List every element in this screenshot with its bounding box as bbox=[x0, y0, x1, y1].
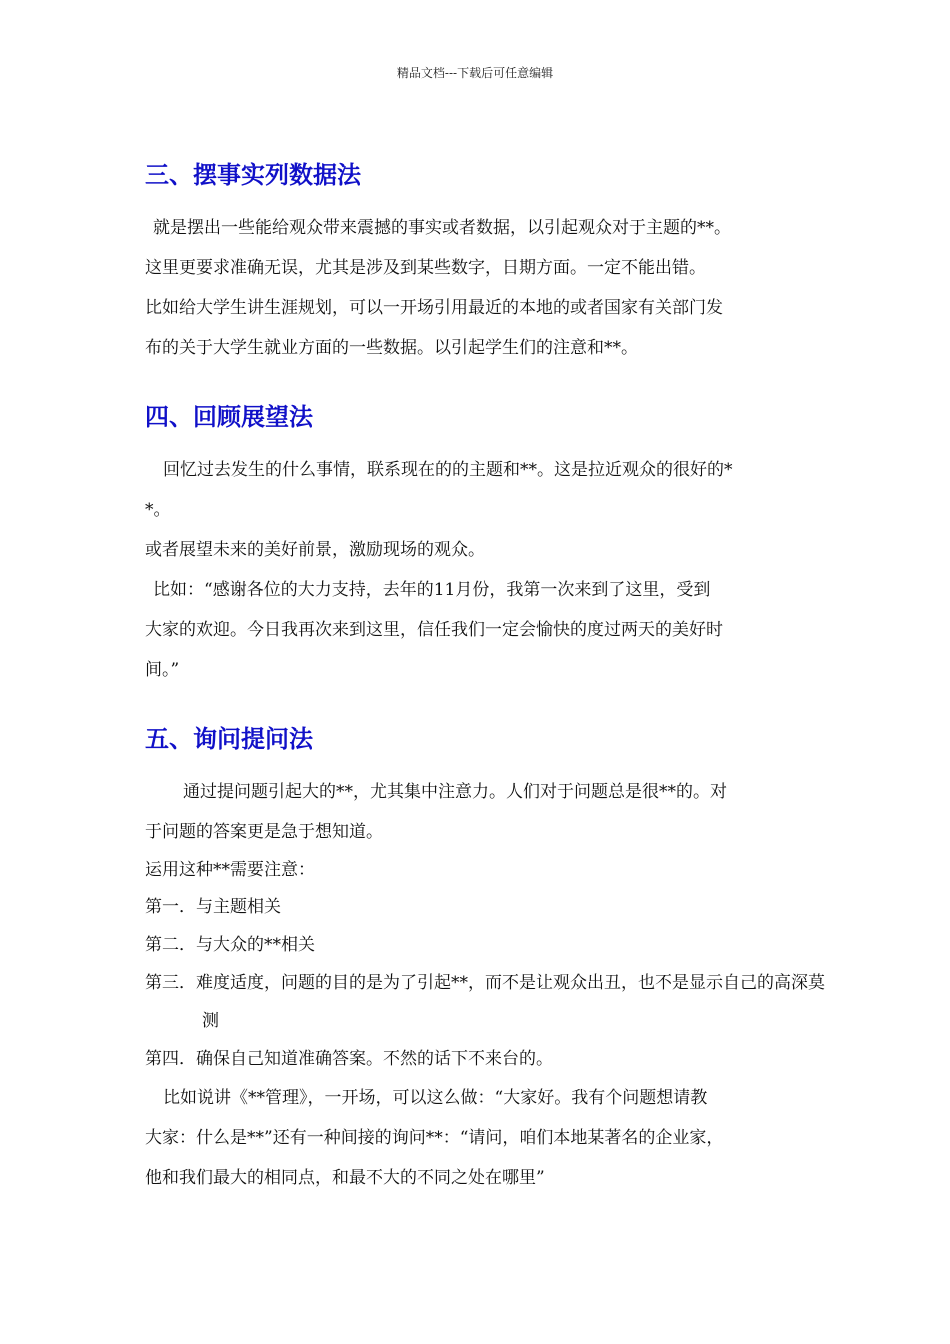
list-item: 第一．与主题相关 bbox=[145, 897, 281, 917]
paragraph-line: 比如：“感谢各位的大力支持，去年的11月份，我第一次来到了这里，受到 bbox=[153, 580, 711, 600]
paragraph-line: 布的关于大学生就业方面的一些数据。以引起学生们的注意和**。 bbox=[145, 338, 638, 358]
page-header: 精品文档---下载后可任意编辑 bbox=[396, 66, 554, 80]
paragraph-line: 比如说讲《**管理》，一开场，可以这么做：“大家好。我有个问题想请教 bbox=[163, 1088, 708, 1108]
section-facts-data bbox=[145, 150, 825, 368]
paragraph-line: 比如给大学生讲生涯规划，可以一开场引用最近的本地的或者国家有关部门发 bbox=[145, 298, 723, 318]
list-item: 第四．确保自己知道准确答案。不然的话下不来台的。 bbox=[145, 1049, 553, 1069]
section-questioning bbox=[145, 714, 825, 1198]
section-title: 五、询问提问法 bbox=[145, 725, 313, 753]
paragraph-line: *。 bbox=[145, 500, 171, 520]
paragraph-line: 他和我们最大的相同点，和最不大的不同之处在哪里” bbox=[145, 1168, 545, 1188]
list-item: 第二．与大众的**相关 bbox=[145, 935, 315, 955]
paragraph-line: 间。” bbox=[145, 660, 180, 680]
paragraph-line: 通过提问题引起大的**，尤其集中注意力。人们对于问题总是很**的。对 bbox=[183, 782, 727, 802]
section-title: 四、回顾展望法 bbox=[145, 403, 313, 431]
paragraph-line: 运用这种**需要注意： bbox=[145, 860, 315, 880]
section-review-outlook bbox=[145, 392, 825, 690]
paragraph-line: 这里更要求准确无误，尤其是涉及到某些数字，日期方面。一定不能出错。 bbox=[145, 258, 706, 278]
paragraph-line: 大家：什么是**”还有一种间接的询问**：“请问，咱们本地某著名的企业家， bbox=[145, 1128, 724, 1148]
paragraph-line: 于问题的答案更是急于想知道。 bbox=[145, 822, 383, 842]
paragraph-line: 回忆过去发生的什么事情，联系现在的的主题和**。这是拉近观众的很好的* bbox=[163, 460, 733, 480]
paragraph-line: 或者展望未来的美好前景，激励现场的观众。 bbox=[145, 540, 485, 560]
list-item: 第三．难度适度，问题的目的是为了引起**，而不是让观众出丑，也不是显示自己的高深莫测 bbox=[145, 973, 825, 1031]
paragraph-line: 就是摆出一些能给观众带来震撼的事实或者数据，以引起观众对于主题的**。 bbox=[153, 218, 731, 238]
document-body bbox=[145, 150, 825, 1222]
section-title: 三、摆事实列数据法 bbox=[145, 161, 361, 189]
paragraph-line: 大家的欢迎。今日我再次来到这里，信任我们一定会愉快的度过两天的美好时 bbox=[145, 620, 723, 640]
